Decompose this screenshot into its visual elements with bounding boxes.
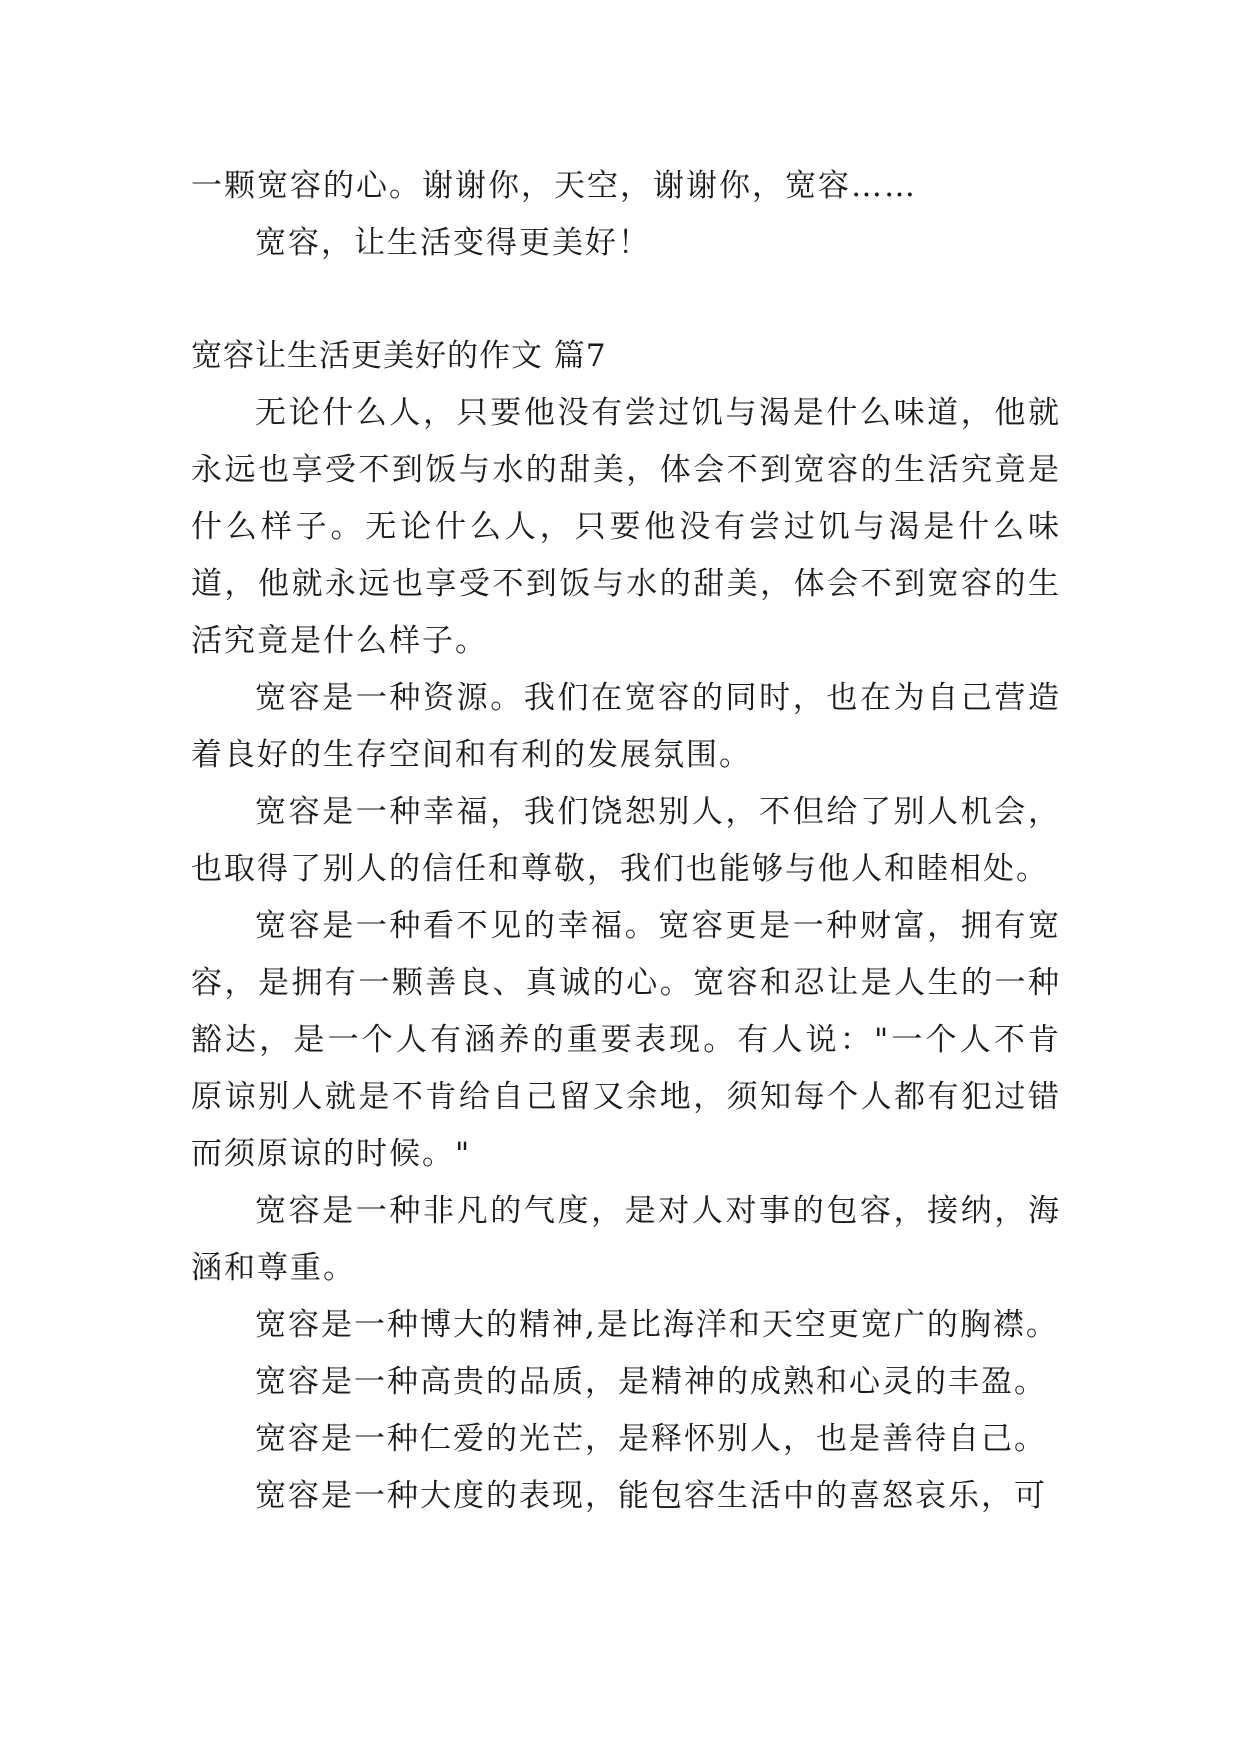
- paragraph-5: 宽容是一种非凡的气度，是对人对事的包容，接纳，海涵和尊重。: [191, 1193, 1061, 1286]
- paragraph-7: 宽容是一种高贵的品质，是精神的成熟和心灵的丰盈。: [255, 1364, 1047, 1400]
- paragraph-1: 无论什么人，只要他没有尝过饥与渴是什么味道，他就永远也享受不到饭与水的甜美，体会不到宽容的生活究竟是什么样子。无论什么人，只要他没有尝过饥与渴是什么味道，他就永远也享受不到饭与水的甜美，体会不到宽容的生活究竟是什么样子。: [191, 395, 1061, 659]
- paragraph-2: 宽容是一种资源。我们在宽容的同时，也在为自己营造着良好的生存空间和有利的发展氛围。: [191, 680, 1061, 773]
- intro-paragraph-continuation: 一颗宽容的心。谢谢你，天空，谢谢你，宽容……: [191, 168, 917, 204]
- intro-paragraph-conclusion: 宽容，让生活变得更美好！: [255, 225, 651, 261]
- paragraph-4: 宽容是一种看不见的幸福。宽容更是一种财富，拥有宽容，是拥有一颗善良、真诚的心。宽容和忍让是人生的一种豁达，是一个人有涵养的重要表现。有人说："一个人不肯原谅别人就是不肯给自己留又余地，须知每个人都有犯过错而须原谅的时候。": [191, 908, 1061, 1172]
- section-heading: 宽容让生活更美好的作文 篇7: [191, 338, 607, 374]
- paragraph-3: 宽容是一种幸福，我们饶恕别人，不但给了别人机会，也取得了别人的信任和尊敬，我们也能够与他人和睦相处。: [191, 794, 1061, 887]
- paragraph-9: 宽容是一种大度的表现，能包容生活中的喜怒哀乐，可: [255, 1478, 1047, 1514]
- document-body: [191, 158, 1061, 1525]
- paragraph-6: 宽容是一种博大的精神,是比海洋和天空更宽广的胸襟。: [255, 1307, 1059, 1343]
- paragraph-8: 宽容是一种仁爱的光芒，是释怀别人，也是善待自己。: [255, 1421, 1047, 1457]
- section-spacer: [191, 272, 1061, 328]
